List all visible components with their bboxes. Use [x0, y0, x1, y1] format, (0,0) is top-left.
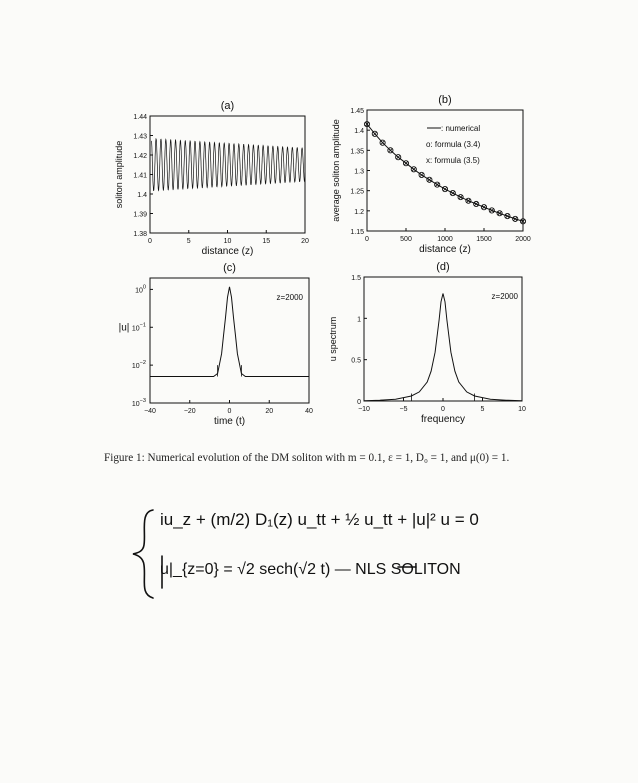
curly-brace: [133, 510, 153, 598]
legend-entry-formula-34: o: formula (3.4): [426, 140, 481, 149]
y-axis-label: u spectrum: [328, 316, 338, 362]
x-tick-label: 10: [518, 406, 526, 413]
marker-cross: [389, 149, 393, 153]
y-tick-label: 1.42: [133, 153, 147, 160]
x-tick-label: 5: [186, 238, 191, 245]
marker-cross: [404, 161, 408, 165]
marker-cross: [412, 167, 416, 171]
handwritten-equation-1: iu_z + (m/2) D₁(z) u_tt + ½ u_tt + |u|² u = 0: [160, 510, 479, 529]
y-tick-label: 1.25: [350, 188, 364, 196]
x-tick-label: 10: [223, 238, 232, 245]
chart-title: (d): [436, 261, 450, 273]
x-axis-label: distance (z): [201, 246, 254, 257]
x-tick-label: 15: [262, 238, 271, 245]
x-tick-label: −20: [183, 408, 196, 415]
x-tick-label: 0: [227, 408, 232, 415]
y-tick-label: $10^{-3}$: [131, 398, 146, 408]
handwritten-equation-2: u|_{z=0} = √2 sech(√2 t) — NLS SOLITON: [160, 561, 461, 578]
annotation-z: z=2000: [276, 293, 303, 302]
x-tick-label: 20: [265, 408, 274, 415]
y-tick-label: 1.41: [133, 172, 147, 180]
series-line-spectrum: [364, 294, 522, 401]
y-tick-label: 1.44: [133, 114, 147, 121]
chart-title: (c): [223, 262, 236, 274]
y-tick-label: $10^{-2}$: [131, 360, 146, 371]
y-tick-label: 1.38: [133, 231, 147, 238]
y-tick-label: 1: [357, 316, 361, 324]
y-tick-label: $10^0$: [135, 284, 146, 295]
y-tick-label: 1.3: [354, 168, 364, 176]
legend-entry-formula-35: x: formula (3.5): [426, 156, 480, 165]
series-line-numerical: [367, 124, 523, 221]
x-tick-label: 5: [480, 406, 485, 413]
marker-cross: [420, 173, 424, 177]
x-tick-label: 1000: [437, 236, 453, 243]
annotation-z: z=2000: [491, 292, 518, 301]
x-tick-label: 40: [305, 408, 313, 415]
marker-cross: [428, 178, 432, 182]
y-tick-label: 1.5: [351, 275, 361, 282]
chart-title: (a): [220, 100, 235, 112]
panel-a: [114, 100, 309, 257]
y-tick-label: 0.5: [351, 357, 361, 365]
marker-cross: [443, 187, 447, 191]
x-tick-label: 0: [148, 238, 152, 245]
y-tick-label: 1.4: [354, 128, 364, 136]
marker-cross: [435, 183, 439, 187]
x-tick-label: 20: [301, 238, 309, 245]
x-tick-label: −5: [399, 406, 408, 413]
x-tick-label: −10: [358, 406, 370, 413]
y-axis-label: average soliton amplitude: [331, 119, 341, 222]
y-tick-label: 1.2: [354, 208, 364, 216]
marker-cross: [459, 195, 463, 199]
x-tick-label: −40: [144, 408, 156, 415]
x-tick-label: 0: [441, 406, 445, 413]
marker-cross: [373, 132, 377, 136]
y-tick-label: 1.39: [133, 211, 147, 219]
y-tick-label: 1.43: [133, 133, 147, 141]
x-axis-label: time (t): [213, 416, 246, 427]
y-axis-label: soliton amplitude: [114, 140, 124, 209]
y-tick-label: 1.15: [350, 229, 364, 236]
series-line-amplitude: [152, 139, 305, 191]
panel-c: [119, 262, 313, 427]
x-tick-label: 1500: [476, 236, 492, 243]
figure-caption: Figure 1: Numerical evolution of the DM soliton with m = 0.1, ε = 1, D₀ = 1, and μ(0) = 1.: [104, 452, 510, 464]
y-tick-label: 1.45: [350, 108, 364, 115]
x-axis-label: distance (z): [419, 244, 471, 255]
x-tick-label: 500: [400, 236, 412, 243]
y-tick-label: $10^{-1}$: [131, 322, 146, 333]
y-tick-label: 0: [357, 399, 361, 406]
marker-cross: [396, 155, 400, 159]
marker-cross: [381, 141, 385, 145]
panel-b: [331, 94, 531, 255]
x-tick-label: 0: [365, 236, 369, 243]
chart-title: (b): [438, 94, 452, 106]
legend-entry-numerical: : numerical: [441, 124, 481, 133]
y-tick-label: 1.4: [137, 192, 147, 199]
y-axis-label: |u|: [118, 322, 130, 334]
x-axis-label: frequency: [421, 414, 465, 425]
marker-cross: [451, 191, 455, 195]
panel-d: [328, 261, 526, 425]
x-tick-label: 2000: [515, 236, 531, 243]
y-tick-label: 1.35: [350, 148, 364, 156]
